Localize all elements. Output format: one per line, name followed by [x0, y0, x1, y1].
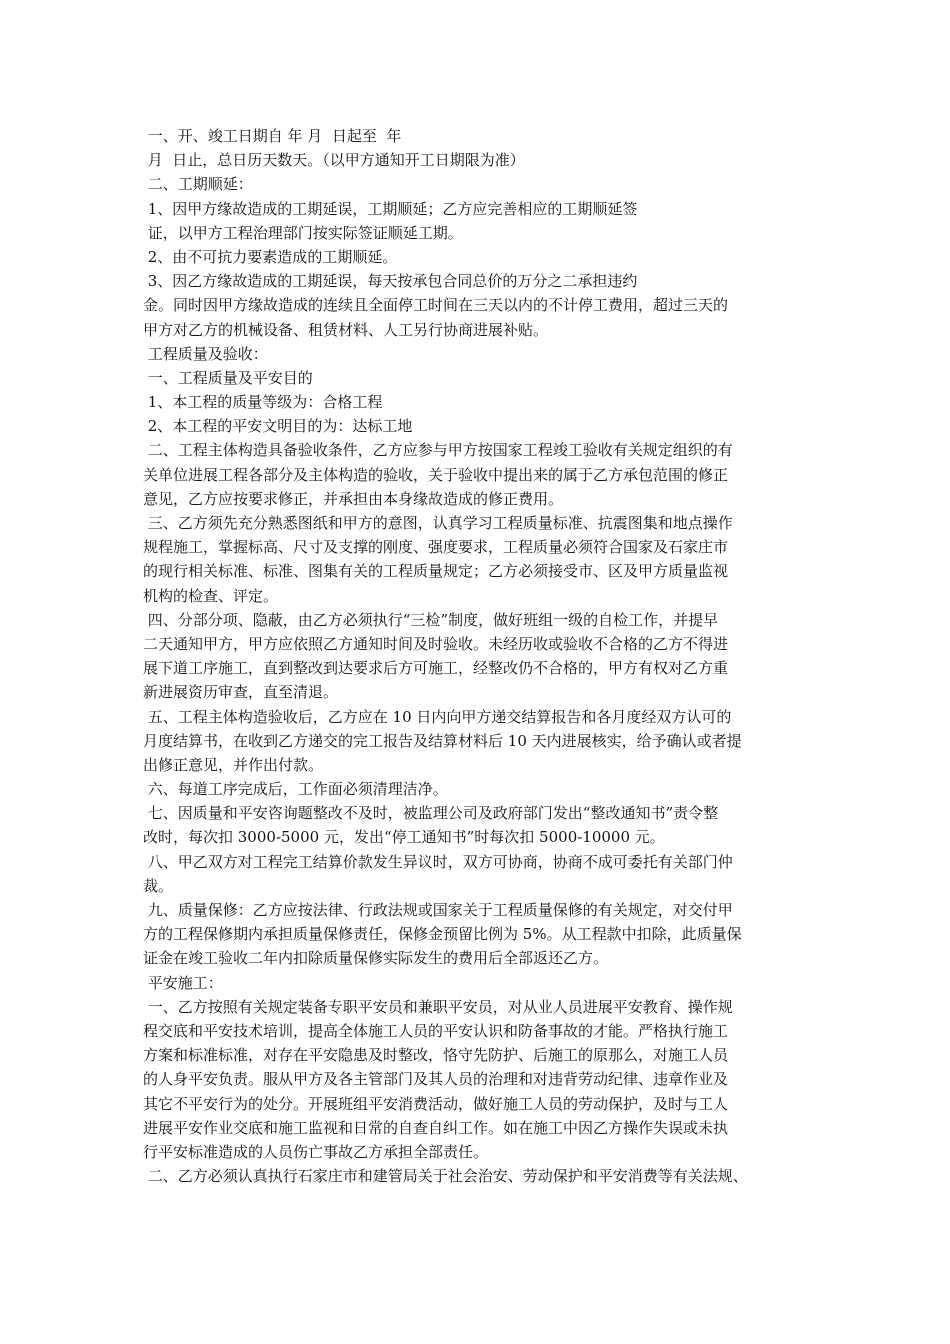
text-line: 月 日止，总日历天数天。（以甲方通知开工日期限为准） — [143, 151, 525, 170]
text-line: 程交底和平安技术培训，提高全体施工人员的平安认识和防备事故的才能。严格执行施工 — [143, 1021, 729, 1040]
text-line: 二天通知甲方，甲方应依照乙方通知时间及时验收。未经历收或验收不合格的乙方不得进 — [143, 634, 729, 653]
document-body — [143, 124, 815, 1188]
text-line: 机构的检查、评定。 — [143, 586, 279, 605]
text-line: 九、质量保修：乙方应按法律、行政法规或国家关于工程质量保修的有关规定，对交付甲 — [143, 901, 733, 919]
text-line: 新进展资历审查，直至清退。 — [143, 683, 339, 702]
text-line: 意见，乙方应按要求修正，并承担由本身缘故造成的修正费用。 — [143, 489, 564, 508]
text-line: 平安施工： — [143, 973, 223, 992]
text-line: 金。同时因甲方缘故造成的连续且全面停工时间在三天以内的不计停工费用，超过三天的 — [143, 296, 729, 315]
text-line: 改时，每次扣 3000-5000 元，发出“停工通知书”时每次扣 5000-10000 元。 — [143, 828, 665, 847]
text-line: 证，以甲方工程治理部门按实际签证顺延工期。 — [143, 223, 463, 242]
text-line: 工程质量及验收： — [143, 344, 268, 363]
text-line: 2、本工程的平安文明目的为：达标工地 — [143, 417, 413, 436]
text-line: 证金在竣工验收二年内扣除质量保修实际发生的费用后全部返还乙方。 — [143, 949, 609, 968]
text-line: 四、分部分项、隐蔽，由乙方必须执行“三检”制度，做好班组一级的自检工作，并提早 — [143, 610, 719, 629]
text-line: 裁。 — [143, 876, 174, 895]
text-line: 其它不平安行为的处分。开展班组平安消费活动，做好施工人员的劳动保护，及时与工人 — [143, 1094, 729, 1113]
text-line: 展下道工序施工，直到整改到达要求后方可施工，经整改仍不合格的，甲方有权对乙方重 — [143, 659, 729, 678]
text-line: 的人身平安负责。服从甲方及各主管部门及其人员的治理和对违背劳动纪律、违章作业及 — [143, 1070, 729, 1089]
text-line: 二、工期顺延： — [143, 175, 253, 194]
text-line: 甲方对乙方的机械设备、租赁材料、人工另行协商进展补贴。 — [143, 320, 549, 339]
text-line: 二、乙方必须认真执行石家庄市和建管局关于社会治安、劳动保护和平安消费等有关法规、 — [143, 1167, 748, 1186]
text-line: 出修正意见，并作出付款。 — [143, 755, 324, 774]
text-line: 五、工程主体构造验收后，乙方应在 10 日内向甲方递交结算报告和各月度经双方认可的 — [143, 707, 732, 726]
text-line: 方案和标准标准，对存在平安隐患及时整改，恪守先防护、后施工的原那么，对施工人员 — [143, 1046, 729, 1065]
text-line: 的现行相关标准、标准、图集有关的工程质量规定；乙方必须接受市、区及甲方质量监视 — [143, 562, 729, 581]
text-line: 关单位进展工程各部分及主体构造的验收，关于验收中提出来的属于乙方承包范围的修正 — [143, 465, 729, 484]
text-line: 规程施工，掌握标高、尺寸及支撑的刚度、强度要求，工程质量必须符合国家及石家庄市 — [143, 538, 729, 557]
text-line: 二、工程主体构造具备验收条件，乙方应参与甲方按国家工程竣工验收有关规定组织的有 — [143, 441, 733, 460]
text-line: 七、因质量和平安咨询题整改不及时，被监理公司及政府部门发出“整改通知书”责令整 — [143, 804, 719, 823]
text-line: 月度结算书，在收到乙方递交的完工报告及结算材料后 10 天内进展核实，给予确认或者提 — [143, 731, 742, 750]
text-line: 一、开、竣工日期自 年 月 日起至 年 — [143, 127, 402, 145]
text-line: 2、由不可抗力要素造成的工期顺延。 — [143, 247, 398, 266]
text-line: 3、因乙方缘故造成的工期延误，每天按承包合同总价的万分之二承担违约 — [143, 272, 638, 291]
text-line: 行平安标准造成的人员伤亡事故乙方承担全部责任。 — [143, 1142, 489, 1161]
text-line: 一、工程质量及平安目的 — [143, 368, 313, 387]
text-line: 八、甲乙双方对工程完工结算价款发生异议时，双方可协商，协商不成可委托有关部门仲 — [143, 852, 733, 871]
text-line: 方的工程保修期内承担质量保修责任，保修金预留比例为 5%。从工程款中扣除，此质量保 — [143, 925, 742, 944]
text-line: 进展平安作业交底和施工监视和日常的自查自纠工作。如在施工中因乙方操作失误或未执 — [143, 1118, 729, 1137]
text-line: 一、乙方按照有关规定装备专职平安员和兼职平安员，对从业人员进展平安教育、操作规 — [143, 997, 733, 1016]
text-line: 三、乙方须先充分熟悉图纸和甲方的意图，认真学习工程质量标准、抗震图集和地点操作 — [143, 514, 733, 532]
text-line: 1、因甲方缘故造成的工期延误，工期顺延；乙方应完善相应的工期顺延签 — [143, 199, 638, 218]
text-line: 1、本工程的质量等级为：合格工程 — [143, 393, 383, 412]
text-line: 六、每道工序完成后，工作面必须清理洁净。 — [143, 780, 448, 799]
